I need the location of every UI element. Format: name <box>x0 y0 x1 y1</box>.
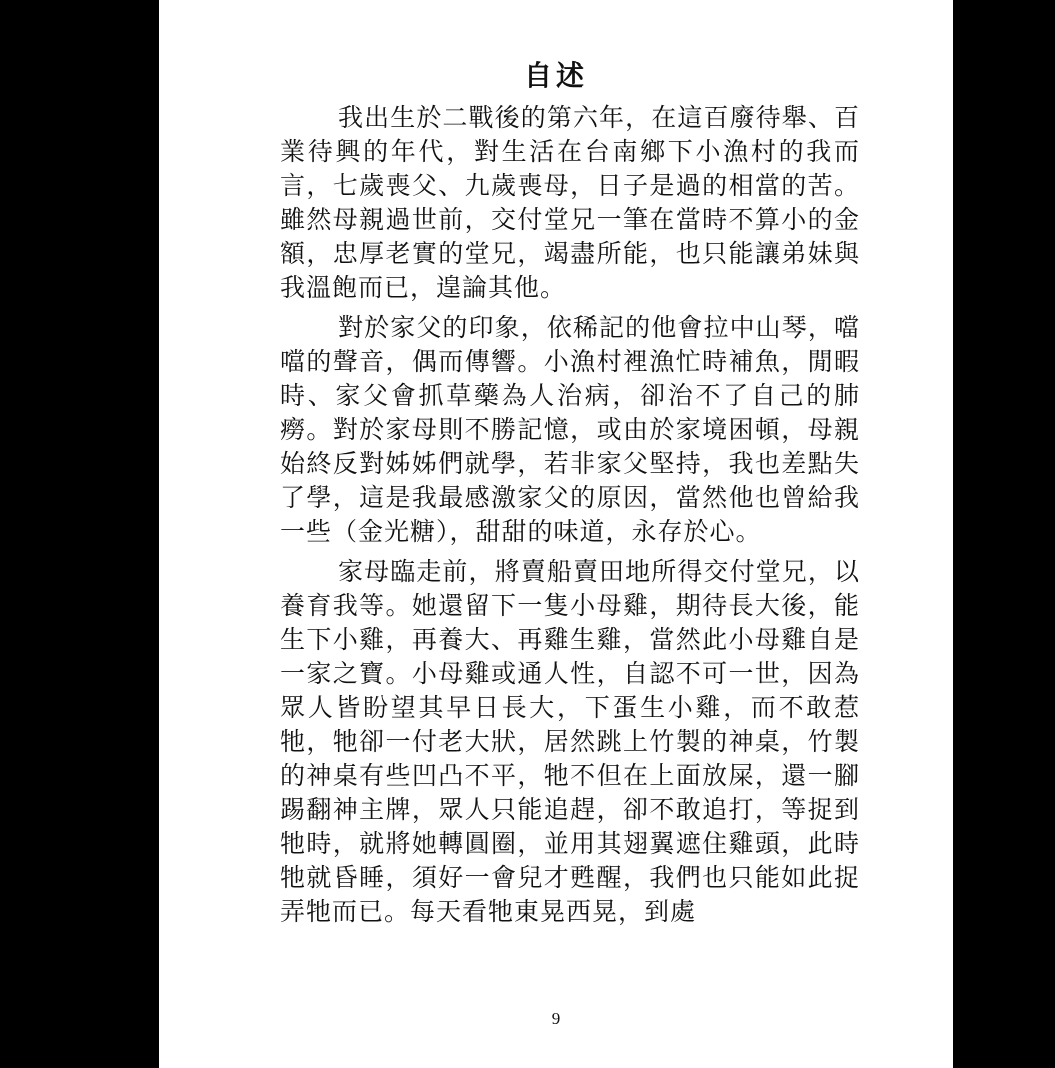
body-text <box>280 101 860 935</box>
page-number: 9 <box>551 1009 561 1028</box>
paragraph-2: 對於家父的印象，依稀記的他會拉中山琴，噹噹的聲音，偶而傳響。小漁村裡漁忙時補魚，閒暇時、家父會抓草藥為人治病，卻治不了自己的肺癆。對於家母則不勝記憶，或由於家境困頓，母親始終反對姊姊們就學，若非家父堅持，我也差點失了學，這是我最感激家父的原因，當然他也曾給我一些（金光糖），甜甜的味道，永存於心。 <box>280 313 860 546</box>
page-title: 自述 <box>523 59 588 92</box>
paragraph-3: 家母臨走前，將賣船賣田地所得交付堂兄，以養育我等。她還留下一隻小母雞，期待長大後，能生下小雞，再養大、再雞生雞，當然此小母雞自是一家之寶。小母雞或通人性，自認不可一世，因為眾人皆盼望其早日長大，下蛋生小雞，而不敢惹牠，牠卻一付老大狀，居然跳上竹製的神桌，竹製的神桌有些凹凸不平，牠不但在上面放屎，還一腳踢翻神主牌，眾人只能追趕，卻不敢追打，等捉到牠時，就將她轉圓圈，並用其翅翼遮住雞頭，此時牠就昏睡，須好一會兒才甦醒，我們也只能如此捉弄牠而已。每天看牠東晃西晃，到處 <box>280 557 860 926</box>
paragraph-1: 我出生於二戰後的第六年，在這百廢待舉、百業待興的年代，對生活在台南鄉下小漁村的我而言，七歲喪父、九歲喪母，日子是過的相當的苦。雖然母親過世前，交付堂兄一筆在當時不算小的金額，忠厚老實的堂兄，竭盡所能，也只能讓弟妹與我溫飽而已，遑論其他。 <box>280 103 860 302</box>
document-page <box>159 0 953 1068</box>
